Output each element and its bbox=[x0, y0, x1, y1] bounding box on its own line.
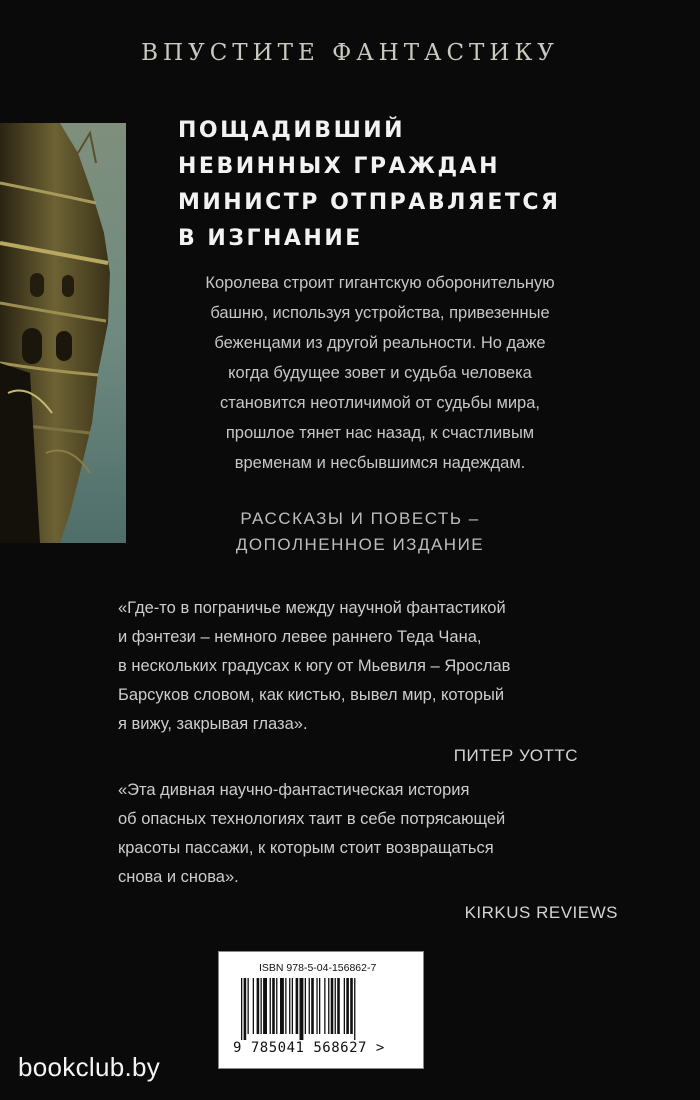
barcode-digits: 9 785041 568627 > bbox=[233, 1040, 385, 1056]
quote-line: «Эта дивная научно-фантастическая история bbox=[118, 781, 470, 799]
isbn-barcode bbox=[218, 951, 424, 1069]
edition-subtitle bbox=[160, 506, 560, 558]
headline-line: ПОЩАДИВШИЙ bbox=[178, 118, 406, 143]
quote-line: в нескольких градусах к югу от Мьевиля – Ярослав bbox=[118, 657, 511, 675]
blurb-line: беженцами из другой реальности. Но даже bbox=[214, 334, 546, 352]
site-watermark: bookclub.by bbox=[18, 1052, 161, 1082]
subtitle-line: ДОПОЛНЕННОЕ ИЗДАНИЕ bbox=[235, 535, 485, 554]
quote-author: KIRKUS REVIEWS bbox=[464, 903, 618, 922]
series-title: ВПУСТИТЕ ФАНТАСТИКУ bbox=[141, 40, 559, 66]
cover-art-tower bbox=[0, 123, 126, 543]
quote-line: «Где-то в пограничье между научной фантастикой bbox=[118, 599, 506, 617]
isbn-label: ISBN 978-5-04-156862-7 bbox=[259, 962, 377, 974]
blurb-line: башню, используя устройства, привезенные bbox=[210, 304, 550, 322]
headline-line: НЕВИННЫХ ГРАЖДАН bbox=[178, 154, 500, 179]
blurb-line: прошлое тянет нас назад, к счастливым bbox=[225, 424, 535, 442]
book-blurb bbox=[150, 268, 610, 478]
quote-line: снова и снова». bbox=[118, 868, 239, 886]
subtitle-line: РАССКАЗЫ И ПОВЕСТЬ – bbox=[240, 509, 480, 528]
blurb-line: когда будущее зовет и судьба человека bbox=[228, 364, 532, 382]
blurb-line: временам и несбывшимся надеждам. bbox=[234, 454, 526, 472]
quote-line: и фэнтези – немного левее раннего Теда Чана, bbox=[118, 628, 482, 646]
headline bbox=[178, 113, 648, 257]
review-quote-kirkus bbox=[118, 776, 618, 927]
blurb-line: становится неотличимой от судьбы мира, bbox=[219, 394, 540, 412]
blurb-line: Королева строит гигантскую оборонительную bbox=[205, 274, 555, 292]
quote-author: ПИТЕР УОТТС bbox=[453, 746, 578, 765]
review-quote-watts bbox=[118, 594, 618, 770]
quote-line: об опасных технологиях таит в себе потрясающей bbox=[118, 810, 506, 828]
headline-line: В ИЗГНАНИЕ bbox=[178, 226, 363, 251]
quote-line: Барсуков словом, как кистью, вывел мир, который bbox=[118, 686, 505, 704]
quote-line: я вижу, закрывая глаза». bbox=[118, 715, 308, 733]
quote-line: красоты пассажи, к которым стоит возвращаться bbox=[118, 839, 494, 857]
barcode-bars bbox=[241, 978, 401, 1040]
headline-line: МИНИСТР ОТПРАВЛЯЕТСЯ bbox=[178, 190, 561, 215]
